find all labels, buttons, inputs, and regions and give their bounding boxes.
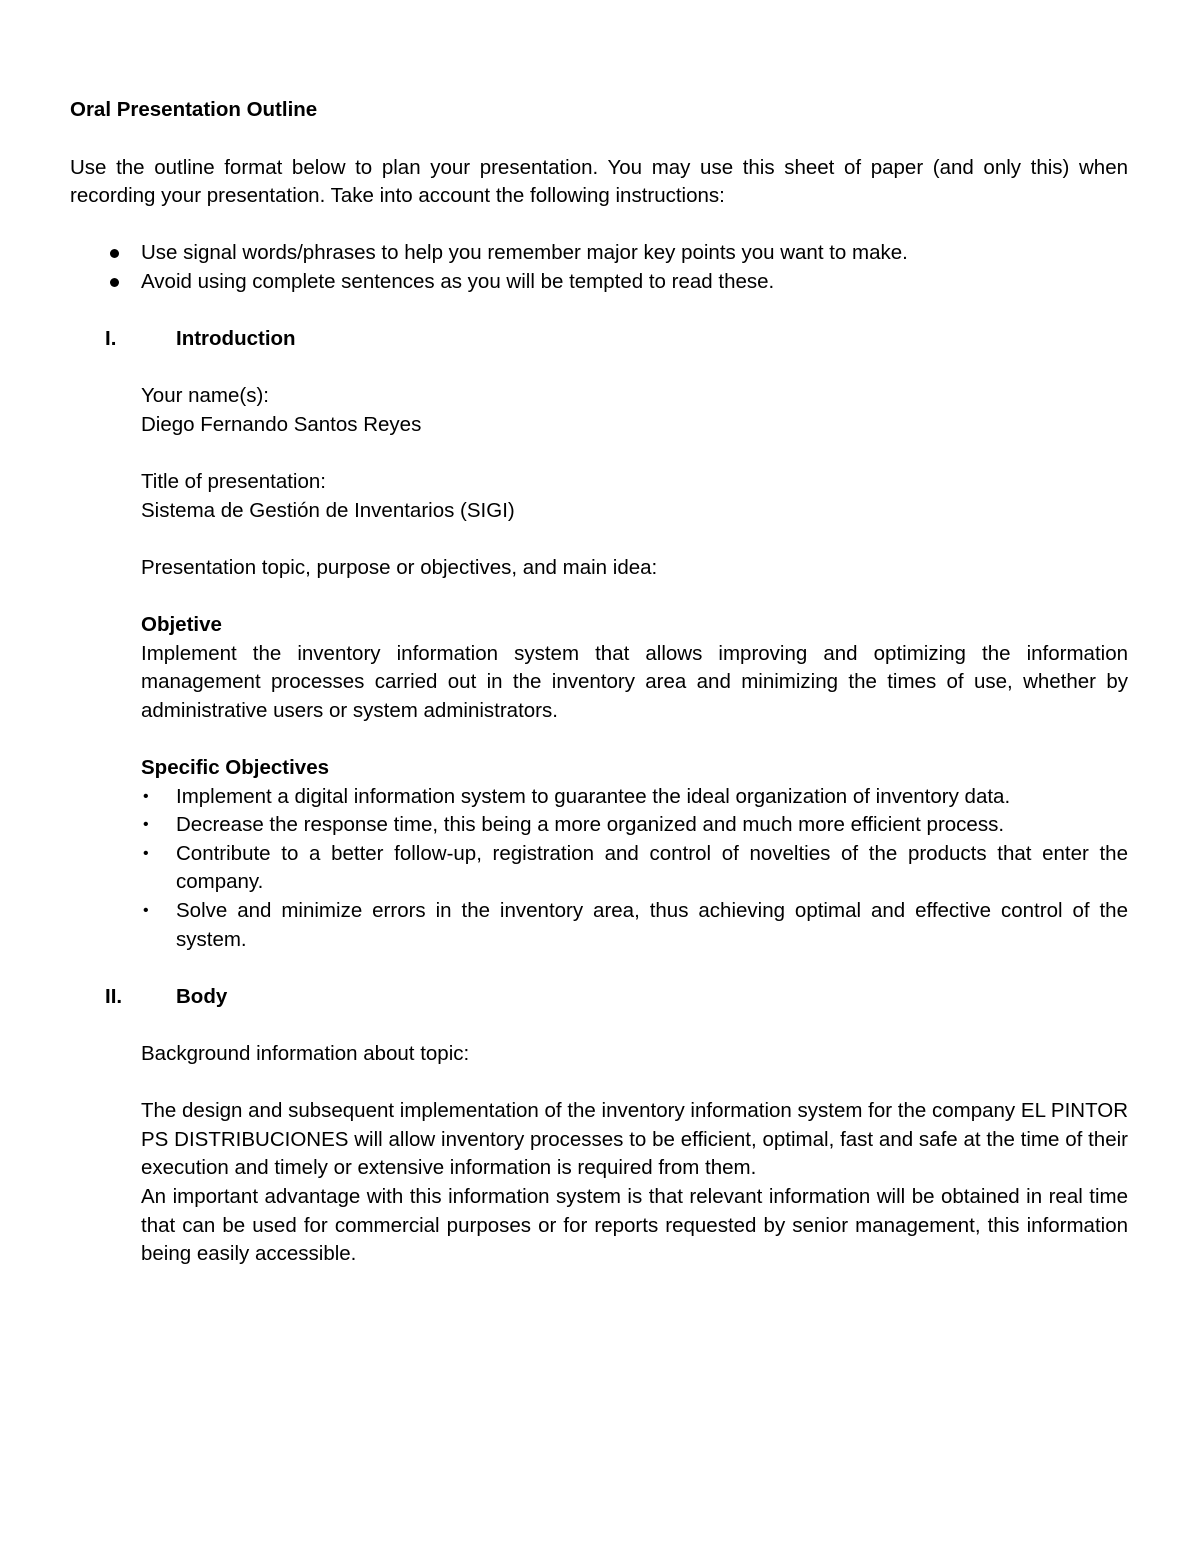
objective-item-text: Solve and minimize errors in the inventory area, thus achieving optimal and effective control of the system. <box>176 899 1128 951</box>
specific-objectives-heading: Specific Objectives <box>141 756 330 780</box>
spacer <box>141 1069 1128 1098</box>
presentation-title-value: Sistema de Gestión de Inventarios (SIGI) <box>141 498 515 522</box>
bullet-dot-icon <box>110 278 119 287</box>
spacer <box>141 525 1128 554</box>
list-item <box>70 840 1128 897</box>
list-item <box>70 783 1128 812</box>
document-page <box>70 96 1128 1269</box>
instruction-item <box>70 239 1128 268</box>
objective-item-text: Contribute to a better follow-up, registration and control of novelties of the products that enter the company. <box>176 841 1128 894</box>
specific-objectives-list <box>70 783 1128 955</box>
section-title: Body <box>176 984 228 1008</box>
section-heading-body <box>70 983 1128 1012</box>
document-title: Oral Presentation Outline <box>70 98 318 121</box>
section-title: Introduction <box>176 327 296 351</box>
bullet-icon: • <box>143 816 149 834</box>
bullet-dot-icon <box>110 249 119 258</box>
objective-heading: Objetive <box>141 613 222 637</box>
intro-paragraph: Use the outline format below to plan your presentation. You may use this sheet of paper (and only this) when recording your presentation. Take into account the following instructions: <box>70 155 1128 208</box>
section-number: II. <box>105 984 123 1008</box>
objective-item-text: Decrease the response time, this being a more organized and much more efficient process. <box>176 813 1005 837</box>
instruction-text: Use signal words/phrases to help you remember major key points you want to make. <box>141 241 908 265</box>
spacer <box>70 211 1128 240</box>
spacer <box>141 725 1128 754</box>
topic-label: Presentation topic, purpose or objectives, and main idea: <box>141 555 658 579</box>
spacer <box>70 1011 1128 1040</box>
objective-text: Implement the inventory information system that allows improving and optimizing the information management processes carried out in the inventory area and minimizing the times of use, whether by administrative users or system administrators. <box>141 641 1128 722</box>
instructions-list <box>70 239 1128 296</box>
spacer <box>70 354 1128 383</box>
section-number: I. <box>105 327 117 351</box>
background-label: Background information about topic: <box>141 1042 470 1065</box>
section-heading-introduction <box>70 325 1128 354</box>
instruction-text: Avoid using complete sentences as you will be tempted to read these. <box>141 269 775 293</box>
names-value: Diego Fernando Santos Reyes <box>141 412 422 436</box>
list-item <box>70 897 1128 954</box>
body-paragraph-2: An important advantage with this information system is that relevant information will be obtained in real time that can be used for commercial purposes or for reports requested by senior management, this information being easily accessible. <box>141 1184 1128 1266</box>
spacer <box>70 954 1128 983</box>
objective-item-text: Implement a digital information system to guarantee the ideal organization of inventory data. <box>176 784 1011 808</box>
body-content <box>70 1040 1128 1269</box>
body-paragraph-1: The design and subsequent implementation of the inventory information system for the company EL PINTOR PS DISTRIBUCIONES will allow inventory processes to be efficient, optimal, fast and safe at the time of their execution and timely or extensive information is required from them. <box>141 1099 1128 1180</box>
presentation-title-label: Title of presentation: <box>141 470 326 494</box>
spacer <box>141 583 1128 612</box>
instruction-item <box>70 268 1128 297</box>
bullet-icon: • <box>143 902 149 920</box>
spacer <box>141 440 1128 469</box>
spacer <box>70 297 1128 326</box>
bullet-icon: • <box>143 844 149 862</box>
bullet-icon: • <box>143 787 149 805</box>
list-item <box>70 811 1128 840</box>
names-label: Your name(s): <box>141 384 269 408</box>
introduction-content <box>70 382 1128 782</box>
